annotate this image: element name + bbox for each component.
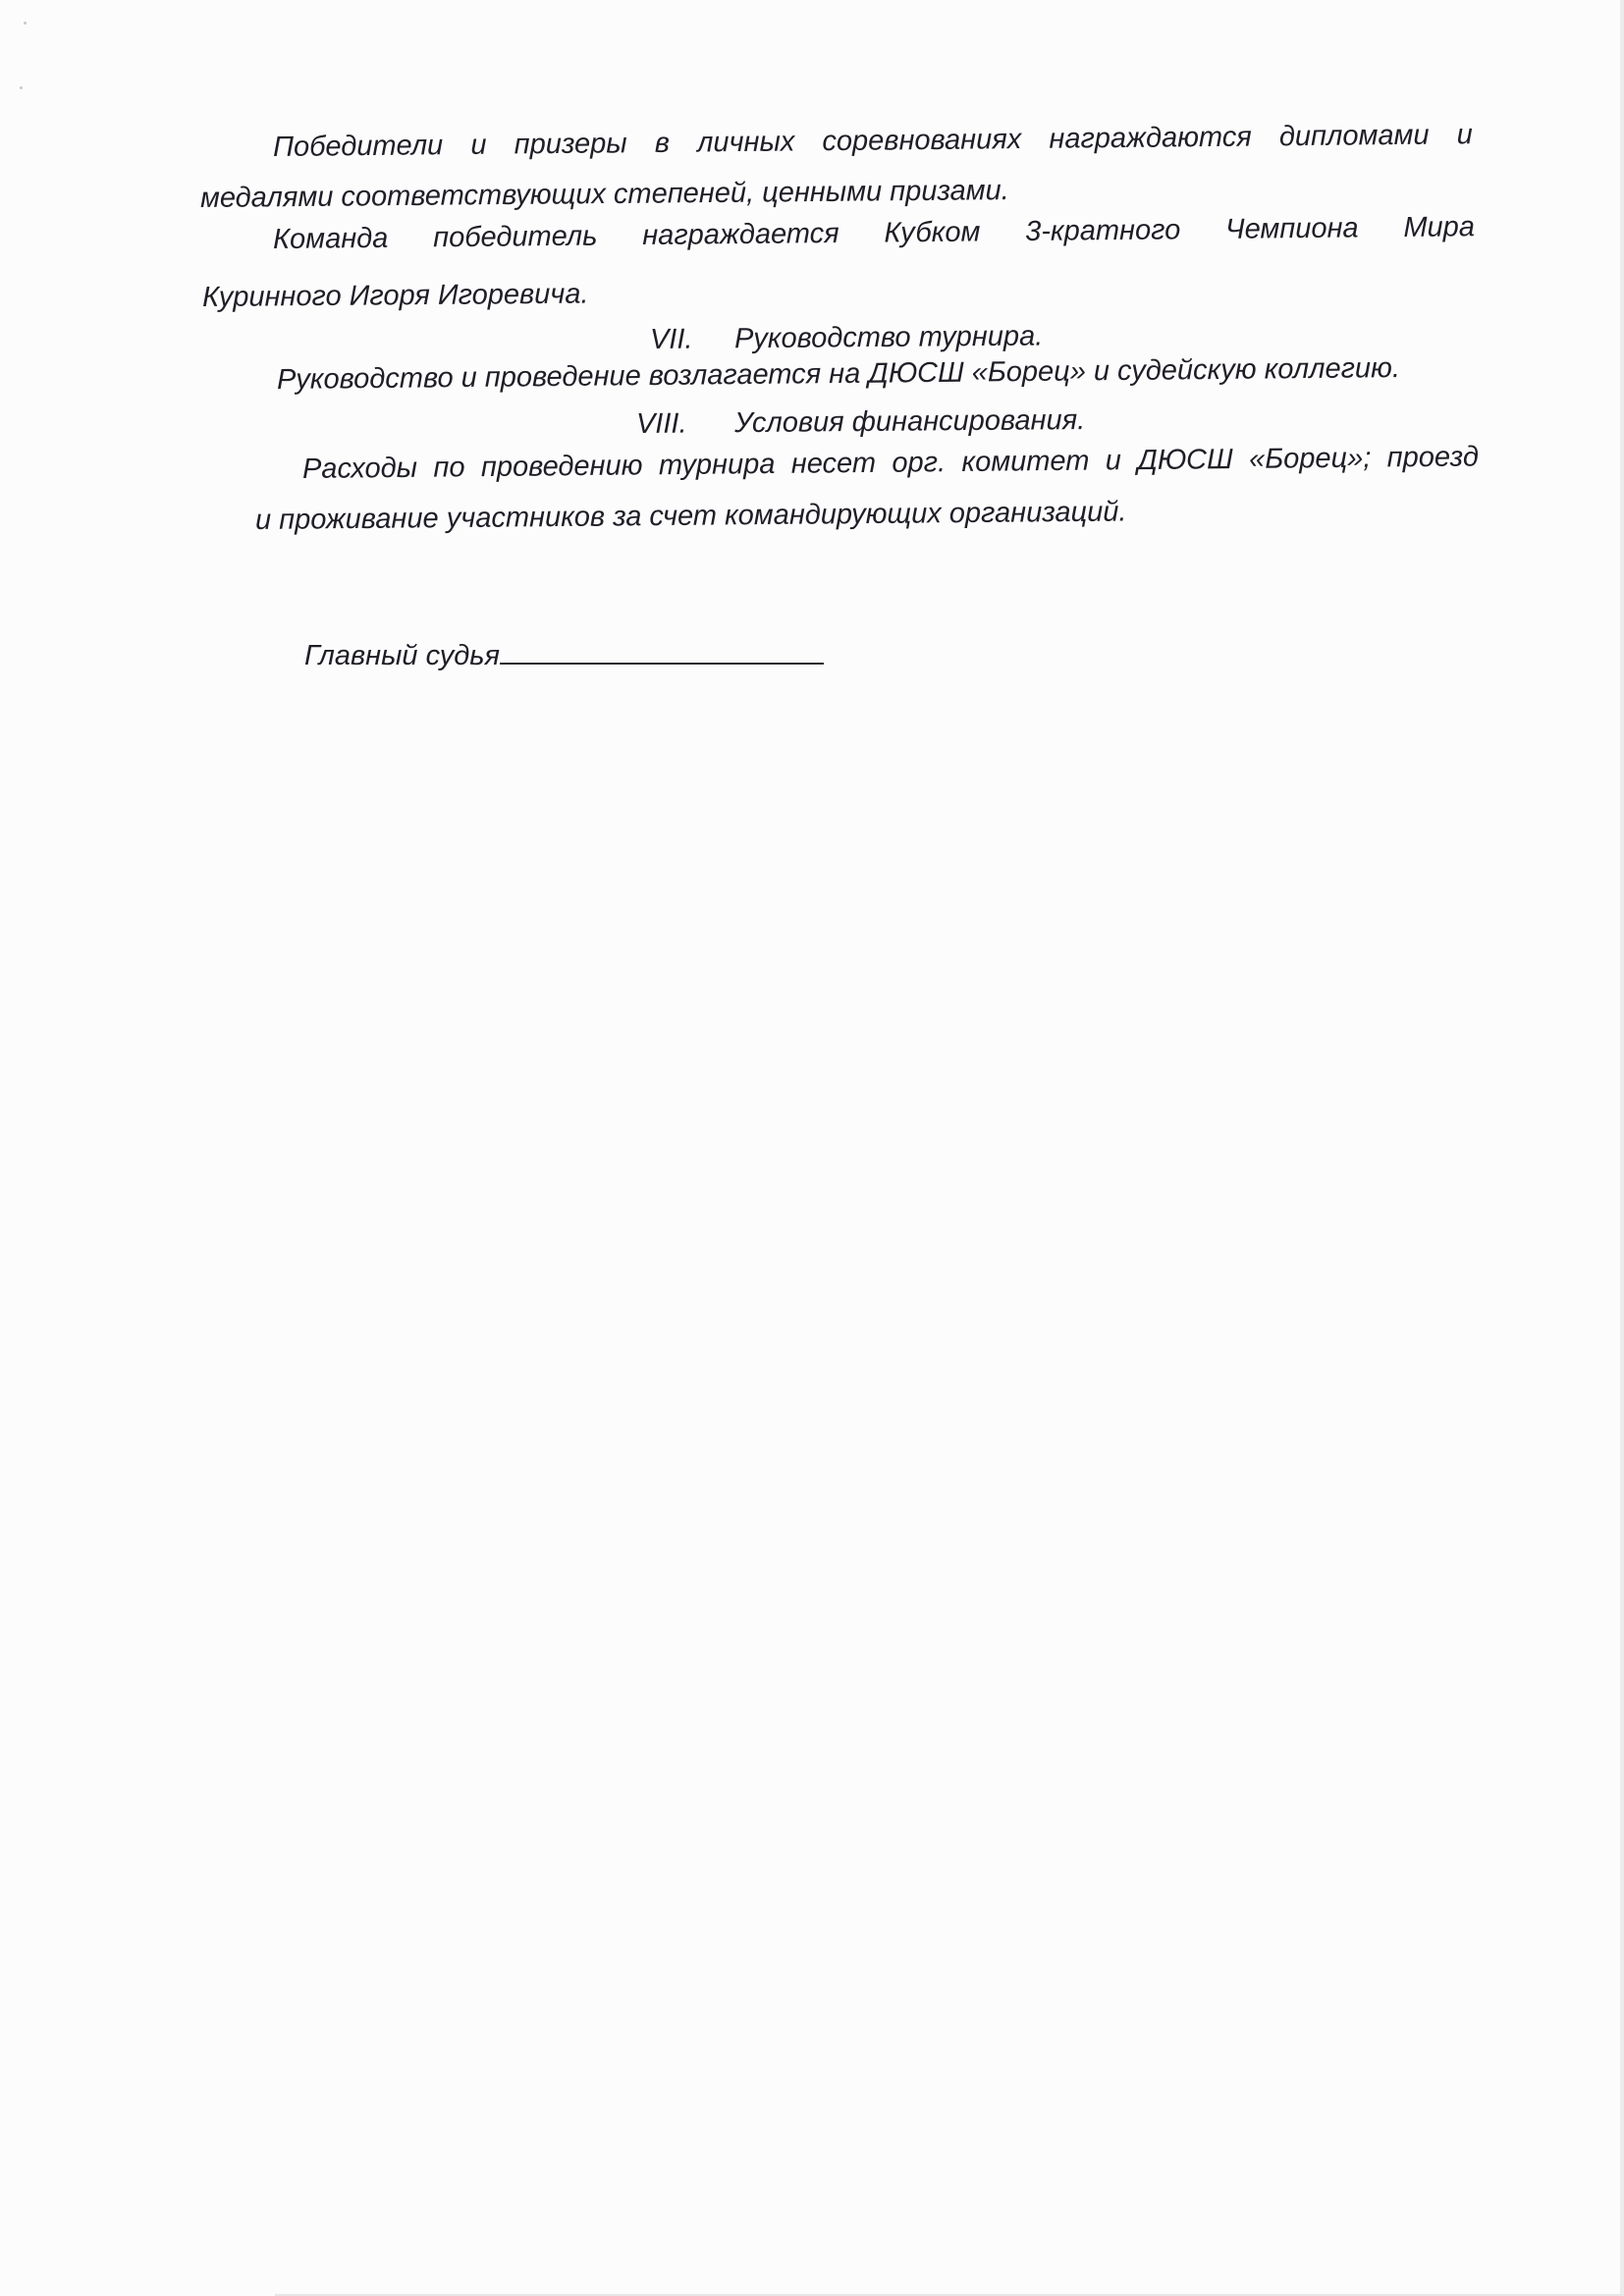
section-8-line-2: и проживание участников за счет командирующих организаций. (254, 496, 1127, 536)
section-8-title: Условия финансирования. (733, 404, 1086, 440)
word: Чемпиона (1224, 212, 1359, 245)
word: личных (696, 126, 795, 159)
word: ДЮСШ (1137, 444, 1233, 477)
word: и (1456, 119, 1473, 151)
word: проезд (1386, 441, 1480, 474)
signature-line (500, 639, 824, 665)
section-8-line-1 (302, 439, 1479, 487)
section-7-number: VII. (649, 323, 693, 355)
awards-paragraph-2-line-2: Куринного Игоря Игоревича. (201, 278, 589, 313)
awards-paragraph-1-line-2: медалями соответствующих степеней, ценными призами. (199, 175, 1009, 214)
section-7-title: Руководство турнира. (733, 320, 1044, 355)
word: турнира (658, 448, 776, 482)
word: Победители (272, 130, 444, 163)
word: 3-кратного (1025, 214, 1181, 247)
word: комитет (961, 445, 1090, 478)
word: «Борец»; (1248, 442, 1372, 475)
word: в (654, 127, 671, 159)
word: соревнованиях (822, 124, 1022, 158)
section-7-text: Руководство и проведение возлагается на ДЮСШ «Борец» и судейскую коллегию. (276, 352, 1401, 396)
word: проведению (480, 450, 643, 484)
word: по (433, 452, 465, 484)
word: несет (790, 447, 877, 480)
word: Кубком (884, 216, 981, 249)
word: орг. (892, 447, 947, 479)
section-7-heading (650, 319, 1044, 357)
word: Расходы (301, 452, 418, 485)
word: дипломами (1278, 119, 1430, 153)
section-8-heading (636, 402, 1086, 442)
scan-speck (20, 86, 23, 89)
word: победитель (432, 220, 598, 254)
section-8-number: VIII. (635, 407, 687, 440)
word: награждаются (1049, 121, 1252, 155)
chief-judge-signature (304, 638, 824, 673)
word: призеры (514, 128, 627, 161)
word: награждается (642, 217, 839, 252)
word: Команда (272, 222, 389, 255)
scan-speck (24, 22, 27, 25)
word: Мира (1403, 211, 1476, 243)
awards-paragraph-1-line-1 (273, 117, 1473, 165)
scan-right-edge (1620, 0, 1624, 2296)
awards-paragraph-2-line-1 (273, 209, 1475, 257)
word: и (1105, 445, 1122, 477)
word: и (470, 129, 487, 161)
chief-judge-label: Главный судья (304, 640, 501, 671)
